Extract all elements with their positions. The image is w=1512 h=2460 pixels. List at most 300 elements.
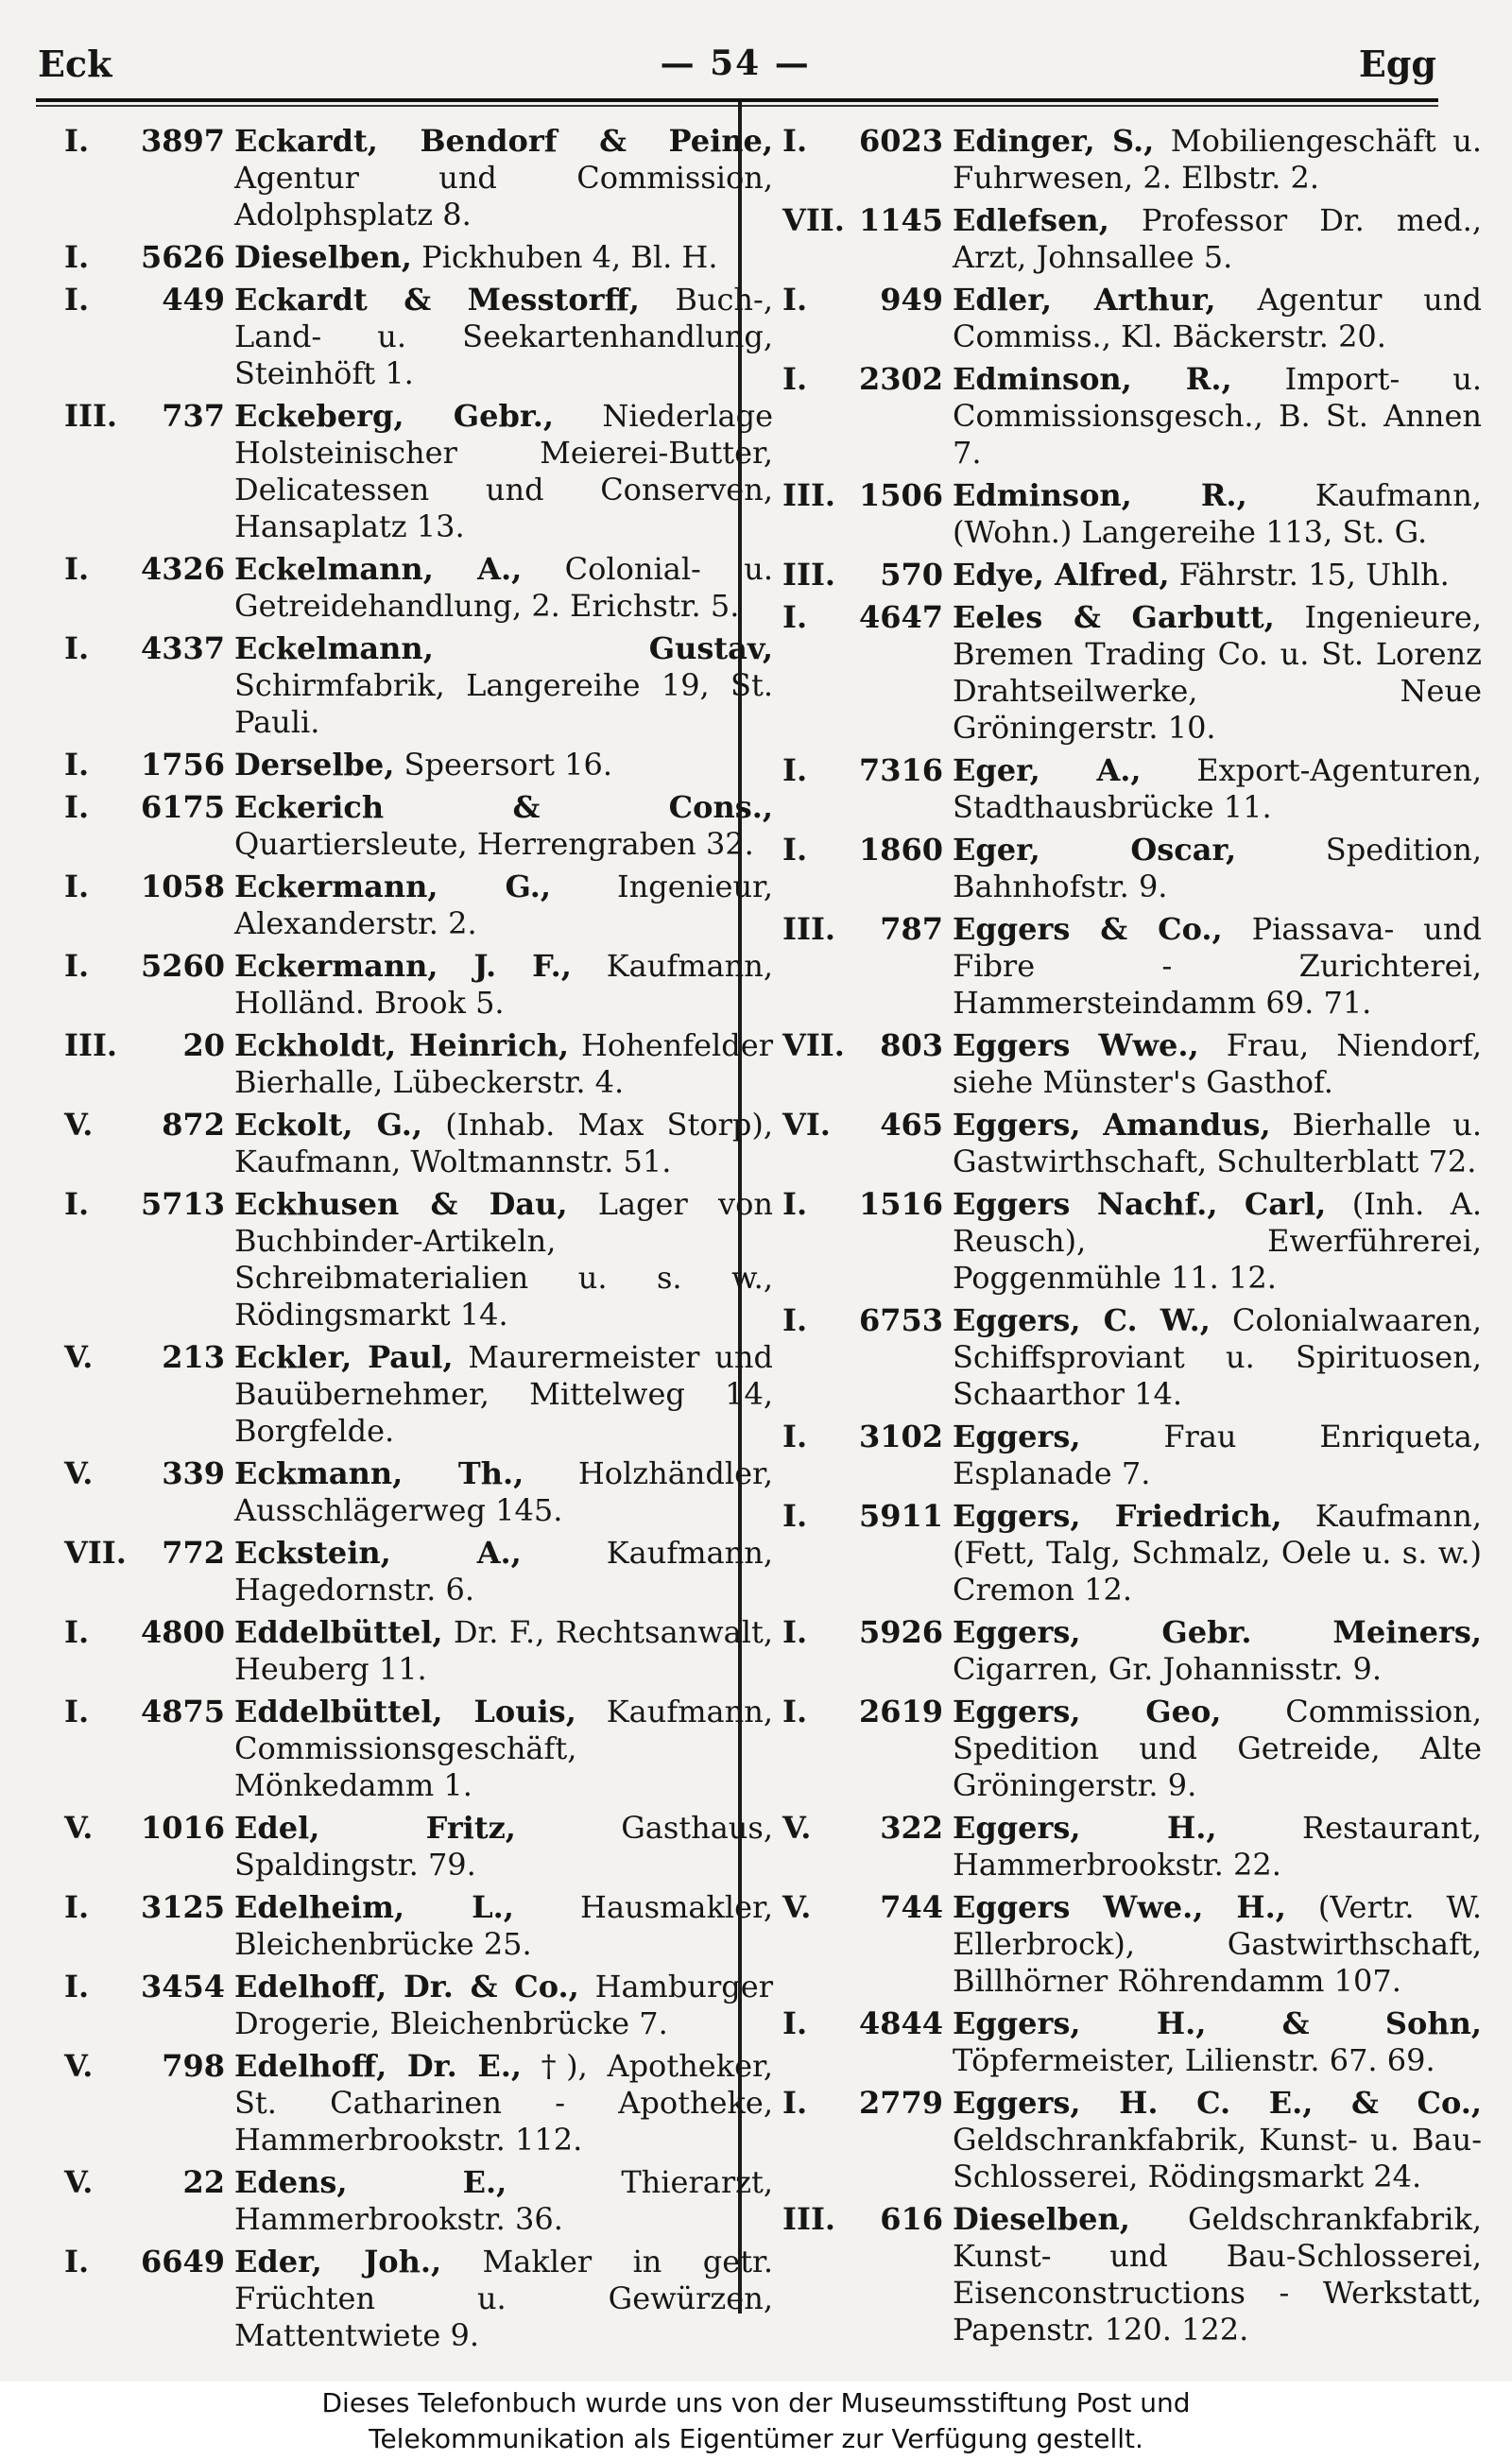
- line-number: 803: [880, 1027, 943, 1063]
- line-number: 1860: [858, 832, 943, 868]
- directory-entry: [64, 1027, 773, 1101]
- subscriber-details: (Inh. A. Reusch), Ewerführerei, Poggenmühle 11. 12.: [953, 1186, 1483, 1296]
- directory-entry: [782, 1810, 1482, 1884]
- entry-text: [234, 1694, 773, 1804]
- directory-entry: [64, 1107, 773, 1180]
- line-number: 6023: [858, 123, 943, 159]
- exchange-district: V.: [64, 1339, 94, 1375]
- line-number: 787: [880, 911, 943, 947]
- entry-text: [953, 1889, 1482, 2000]
- line-number: 6649: [140, 2244, 225, 2279]
- subscriber-name: Eddelbüttel, Louis,: [234, 1694, 576, 1729]
- subscriber-name: Eggers,: [953, 1419, 1081, 1454]
- phone-number: [64, 747, 234, 783]
- phone-number: [64, 1889, 234, 1926]
- exchange-district: V.: [782, 1889, 812, 1925]
- subscriber-name: Eckelmann, A.,: [234, 551, 523, 587]
- subscriber-name: Eckhusen & Dau,: [234, 1186, 568, 1222]
- directory-entry: [64, 398, 773, 545]
- exchange-district: I.: [64, 1694, 90, 1729]
- entry-text: [953, 1027, 1482, 1101]
- line-number: 7316: [858, 752, 943, 788]
- exchange-district: I.: [782, 599, 808, 635]
- subscriber-details: Speersort 16.: [394, 747, 613, 783]
- line-number: 449: [162, 282, 225, 318]
- header-rule-thin: [36, 105, 1438, 107]
- subscriber-details: Kaufmann, (Wohn.) Langereihe 113, St. G.: [953, 477, 1482, 550]
- entry-text: [234, 398, 773, 545]
- subscriber-details: Hamburger Drogerie, Bleichenbrücke 7.: [234, 1969, 773, 2041]
- phone-number: [64, 1535, 234, 1572]
- directory-entry: [64, 789, 773, 863]
- line-number: 4800: [140, 1614, 225, 1650]
- phone-number: [782, 832, 953, 869]
- subscriber-name: Eggers, H. C. E., & Co.,: [953, 2085, 1482, 2121]
- subscriber-details: Lager von Buchbinder-Artikeln, Schreibmaterialien u. s. w., Rödingsmarkt 14.: [234, 1186, 773, 1333]
- subscriber-name: Edinger, S.,: [953, 123, 1155, 159]
- directory-entry: [782, 832, 1482, 905]
- line-number: 6175: [140, 789, 225, 825]
- phone-number: [782, 599, 953, 636]
- footer-line-2: Telekommunikation als Eigentümer zur Verfügung gestellt.: [369, 2423, 1143, 2454]
- exchange-district: V.: [64, 1810, 94, 1846]
- exchange-district: III.: [64, 398, 118, 434]
- subscriber-name: Eger, A.,: [953, 752, 1142, 788]
- entry-text: [234, 2048, 773, 2159]
- line-number: 4326: [140, 551, 225, 587]
- line-number: 570: [880, 557, 943, 593]
- exchange-district: I.: [782, 123, 808, 159]
- phone-number: [782, 557, 953, 593]
- directory-entry: [782, 1498, 1482, 1608]
- directory-entry: [64, 1339, 773, 1450]
- footer-notice: [0, 2382, 1512, 2460]
- left-column: [64, 123, 773, 2360]
- subscriber-details: Holzhändler, Ausschlägerweg 145.: [234, 1455, 773, 1528]
- subscriber-details: Piassava- und Fibre - Zurichterei, Hammersteindamm 69. 71.: [953, 911, 1483, 1021]
- directory-entry: [64, 1810, 773, 1884]
- exchange-district: I.: [64, 630, 90, 666]
- exchange-district: I.: [782, 361, 808, 397]
- line-number: 4844: [858, 2005, 943, 2041]
- subscriber-details: Buch-, Land- u. Seekartenhandlung, Steinhöft 1.: [234, 282, 774, 391]
- line-number: 1145: [858, 202, 943, 238]
- exchange-district: I.: [64, 747, 90, 783]
- exchange-district: V.: [64, 2164, 94, 2200]
- entry-text: [234, 1969, 773, 2042]
- phone-number: [64, 1107, 234, 1144]
- subscriber-name: Edler, Arthur,: [953, 282, 1216, 318]
- entry-text: [953, 202, 1482, 276]
- subscriber-details: Pickhuben 4, Bl. H.: [411, 239, 718, 275]
- line-number: 4875: [140, 1694, 225, 1729]
- entry-text: [234, 1339, 773, 1450]
- subscriber-name: Eger, Oscar,: [953, 832, 1237, 868]
- entry-text: [234, 551, 773, 625]
- exchange-district: I.: [782, 2085, 808, 2121]
- exchange-district: III.: [782, 2201, 836, 2237]
- directory-entry: [782, 752, 1482, 826]
- subscriber-name: Eggers Nachf., Carl,: [953, 1186, 1327, 1222]
- subscriber-name: Edye, Alfred,: [953, 557, 1170, 593]
- directory-entry: [782, 2005, 1482, 2079]
- phone-number: [64, 551, 234, 588]
- subscriber-name: Eeles & Garbutt,: [953, 599, 1275, 635]
- subscriber-details: Kaufmann, Commissionsgeschäft, Mönkedamm 1.: [234, 1694, 773, 1803]
- directory-entry: [782, 2085, 1482, 2195]
- phone-number: [782, 2005, 953, 2042]
- line-number: 3454: [140, 1969, 225, 2004]
- phone-number: [782, 202, 953, 239]
- directory-entry: [782, 202, 1482, 276]
- exchange-district: III.: [782, 477, 836, 513]
- exchange-district: I.: [782, 832, 808, 868]
- exchange-district: I.: [782, 1186, 808, 1222]
- exchange-district: VII.: [782, 202, 845, 238]
- line-number: 2302: [858, 361, 943, 397]
- subscriber-details: Makler in getr. Früchten u. Gewürzen, Mattentwiete 9.: [234, 2244, 774, 2353]
- phone-number: [782, 1419, 953, 1455]
- entry-text: [953, 1498, 1482, 1608]
- subscriber-name: Eggers, Geo,: [953, 1694, 1222, 1729]
- entry-text: [953, 282, 1482, 355]
- exchange-district: V.: [64, 1455, 94, 1491]
- directory-entry: [782, 123, 1482, 197]
- exchange-district: I.: [64, 1186, 90, 1222]
- subscriber-name: Eckolt, G.,: [234, 1107, 423, 1143]
- directory-entry: [64, 1614, 773, 1688]
- entry-text: [953, 911, 1482, 1022]
- entry-text: [953, 557, 1482, 593]
- entry-text: [234, 1107, 773, 1180]
- entry-text: [234, 789, 773, 863]
- subscriber-name: Edminson, R.,: [953, 477, 1247, 513]
- line-number: 2779: [858, 2085, 943, 2121]
- phone-number: [782, 1107, 953, 1144]
- phone-number: [64, 398, 234, 435]
- subscriber-name: Edel, Fritz,: [234, 1810, 516, 1846]
- directory-entry: [64, 1889, 773, 1963]
- phone-number: [64, 789, 234, 826]
- subscriber-name: Eckmann, Th.,: [234, 1455, 524, 1491]
- exchange-district: VI.: [782, 1107, 831, 1143]
- entry-text: [953, 752, 1482, 826]
- subscriber-name: Edlefsen,: [953, 202, 1109, 238]
- directory-entry: [64, 1694, 773, 1804]
- subscriber-details: Hohenfelder Bierhalle, Lübeckerstr. 4.: [234, 1027, 773, 1100]
- line-number: 5626: [140, 239, 225, 275]
- subscriber-details: Schirmfabrik, Langereihe 19, St. Pauli.: [234, 667, 773, 740]
- directory-entry: [64, 2048, 773, 2159]
- subscriber-details: Professor Dr. med., Arzt, Johnsallee 5.: [953, 202, 1482, 275]
- line-number: 5260: [140, 948, 225, 984]
- exchange-district: I.: [64, 551, 90, 587]
- line-number: 949: [880, 282, 943, 318]
- subscriber-name: Dieselben,: [234, 239, 412, 275]
- entry-text: [234, 282, 773, 392]
- phone-number: [782, 282, 953, 318]
- entry-text: [234, 2164, 773, 2238]
- subscriber-name: Eckler, Paul,: [234, 1339, 454, 1375]
- phone-number: [782, 1614, 953, 1651]
- subscriber-details: Geldschrankfabrik, Kunst- u. Bau-Schlosserei, Rödingsmarkt 24.: [953, 2122, 1482, 2194]
- phone-number: [64, 2244, 234, 2280]
- subscriber-details: Cigarren, Gr. Johannisstr. 9.: [953, 1651, 1383, 1687]
- line-number: 465: [880, 1107, 943, 1143]
- directory-entry: [782, 282, 1482, 355]
- exchange-district: VII.: [782, 1027, 845, 1063]
- directory-entry: [64, 123, 773, 233]
- line-number: 4337: [140, 630, 225, 666]
- directory-entry: [782, 911, 1482, 1022]
- subscriber-name: Eckstein, A.,: [234, 1535, 522, 1571]
- right-column: [782, 123, 1482, 2354]
- phone-number: [64, 239, 234, 276]
- directory-entry: [782, 599, 1482, 747]
- exchange-district: I.: [64, 239, 90, 275]
- subscriber-details: Hausmakler, Bleichenbrücke 25.: [234, 1889, 774, 1962]
- subscriber-name: Eckerich & Cons.,: [234, 789, 773, 825]
- exchange-district: I.: [64, 1889, 90, 1925]
- subscriber-name: Derselbe,: [234, 747, 395, 783]
- subscriber-name: Eckermann, G.,: [234, 869, 551, 904]
- subscriber-details: Restaurant, Hammerbrookstr. 22.: [953, 1810, 1483, 1883]
- subscriber-details: Fährstr. 15, Uhlh.: [1169, 557, 1450, 593]
- directory-entry: [64, 551, 773, 625]
- directory-entry: [64, 630, 773, 741]
- directory-entry: [782, 1302, 1482, 1413]
- subscriber-details: Colonialwaaren, Schiffsproviant u. Spirituosen, Schaarthor 14.: [953, 1302, 1483, 1412]
- entry-text: [234, 630, 773, 741]
- entry-text: [234, 1614, 773, 1688]
- subscriber-details: Kaufmann, Hagedornstr. 6.: [234, 1535, 773, 1608]
- line-number: 1506: [858, 477, 943, 513]
- entry-text: [234, 1455, 773, 1529]
- directory-entry: [782, 2201, 1482, 2348]
- line-number: 22: [182, 2164, 225, 2200]
- directory-entry: [64, 239, 773, 276]
- subscriber-details: Ingenieure, Bremen Trading Co. u. St. Lorenz Drahtseilwerke, Neue Gröningerstr. 10.: [953, 599, 1482, 746]
- entry-text: [953, 832, 1482, 905]
- line-number: 1058: [140, 869, 225, 904]
- exchange-district: I.: [64, 123, 90, 159]
- directory-entry: [782, 361, 1482, 472]
- subscriber-details: (Vertr. W. Ellerbrock), Gastwirthschaft, Billhörner Röhrendamm 107.: [953, 1889, 1482, 1999]
- subscriber-details: Quartiersleute, Herrengraben 32.: [234, 826, 754, 862]
- subscriber-name: Eckeberg, Gebr.,: [234, 398, 555, 434]
- phone-number: [782, 1302, 953, 1339]
- subscriber-details: Geldschrankfabrik, Kunst- und Bau-Schlosserei, Eisenconstructions - Werkstatt, Papenstr. 120. 122.: [953, 2201, 1482, 2348]
- exchange-district: I.: [64, 1614, 90, 1650]
- exchange-district: I.: [782, 1419, 808, 1454]
- entry-text: [234, 869, 773, 942]
- subscriber-name: Eder, Joh.,: [234, 2244, 442, 2279]
- phone-number: [782, 2201, 953, 2238]
- line-number: 5713: [140, 1186, 225, 1222]
- line-number: 616: [880, 2201, 943, 2237]
- directory-entry: [782, 1186, 1482, 1297]
- directory-entry: [64, 1969, 773, 2042]
- subscriber-details: Dr. F., Rechtsanwalt, Heuberg 11.: [234, 1614, 773, 1687]
- subscriber-name: Eggers, H.,: [953, 1810, 1217, 1846]
- phone-number: [782, 1889, 953, 1926]
- directory-entry: [64, 1455, 773, 1529]
- exchange-district: I.: [782, 282, 808, 318]
- subscriber-name: Eggers & Co.,: [953, 911, 1223, 947]
- phone-number: [64, 282, 234, 318]
- subscriber-details: Mobiliengeschäft u. Fuhrwesen, 2. Elbstr. 2.: [953, 123, 1483, 196]
- directory-entry: [64, 282, 773, 392]
- exchange-district: III.: [64, 1027, 118, 1063]
- subscriber-name: Eggers, H., & Sohn,: [953, 2005, 1482, 2041]
- exchange-district: III.: [782, 557, 836, 593]
- subscriber-details: Frau, Niendorf, siehe Münster's Gasthof.: [953, 1027, 1482, 1100]
- subscriber-name: Eckelmann, Gustav,: [234, 630, 773, 666]
- line-number: 1016: [140, 1810, 225, 1846]
- phone-number: [64, 1614, 234, 1651]
- directory-entry: [782, 1694, 1482, 1804]
- exchange-district: I.: [64, 869, 90, 904]
- entry-text: [953, 1419, 1482, 1492]
- phone-number: [64, 1027, 234, 1064]
- phone-number: [64, 2048, 234, 2085]
- entry-text: [953, 2005, 1482, 2079]
- line-number: 213: [162, 1339, 225, 1375]
- directory-entry: [64, 948, 773, 1022]
- header-rule: [36, 98, 1438, 102]
- subscriber-details: Kaufmann, Holländ. Brook 5.: [234, 948, 774, 1021]
- subscriber-details: Kaufmann, (Fett, Talg, Schmalz, Oele u. s. w.) Cremon 12.: [953, 1498, 1483, 1608]
- subscriber-details: Thierarzt, Hammerbrookstr. 36.: [234, 2164, 773, 2237]
- subscriber-name: Eckholdt, Heinrich,: [234, 1027, 569, 1063]
- header-range-end: Egg: [1358, 42, 1436, 85]
- line-number: 3102: [858, 1419, 943, 1454]
- entry-text: [953, 477, 1482, 551]
- exchange-district: VII.: [64, 1535, 127, 1571]
- line-number: 5926: [858, 1614, 943, 1650]
- phone-number: [782, 1027, 953, 1064]
- phone-number: [64, 1969, 234, 2005]
- phone-number: [782, 911, 953, 948]
- phone-number: [782, 123, 953, 160]
- exchange-district: I.: [782, 2005, 808, 2041]
- line-number: 322: [880, 1810, 943, 1846]
- header-range-start: Eck: [38, 42, 112, 85]
- entry-text: [953, 1107, 1482, 1180]
- page-number: — 54 —: [660, 43, 811, 83]
- exchange-district: I.: [64, 282, 90, 318]
- subscriber-details: Agentur und Commission, Adolphsplatz 8.: [234, 160, 773, 232]
- phone-number: [64, 123, 234, 160]
- phone-number: [64, 2164, 234, 2201]
- phone-number: [64, 869, 234, 905]
- line-number: 772: [162, 1535, 225, 1571]
- directory-entry: [782, 1107, 1482, 1180]
- subscriber-details: Agentur und Commiss., Kl. Bäckerstr. 20.: [953, 282, 1483, 354]
- entry-text: [953, 361, 1482, 472]
- line-number: 744: [880, 1889, 943, 1925]
- line-number: 339: [162, 1455, 225, 1491]
- exchange-district: I.: [64, 1969, 90, 2004]
- directory-entry: [782, 1889, 1482, 2000]
- entry-text: [234, 747, 773, 783]
- exchange-district: I.: [64, 948, 90, 984]
- subscriber-details: Commission, Spedition und Getreide, Alte Gröningerstr. 9.: [953, 1694, 1483, 1803]
- subscriber-details: Gasthaus, Spaldingstr. 79.: [234, 1810, 773, 1883]
- entry-text: [234, 123, 773, 233]
- subscriber-details: Export-Agenturen, Stadthausbrücke 11.: [953, 752, 1482, 825]
- subscriber-details: Frau Enriqueta, Esplanade 7.: [953, 1419, 1482, 1491]
- line-number: 1516: [858, 1186, 943, 1222]
- entry-text: [953, 1694, 1482, 1804]
- line-number: 2619: [858, 1694, 943, 1729]
- phone-number: [782, 477, 953, 514]
- phone-number: [64, 630, 234, 667]
- subscriber-name: Eckermann, J. F.,: [234, 948, 572, 984]
- exchange-district: I.: [782, 1302, 808, 1338]
- exchange-district: I.: [782, 752, 808, 788]
- entry-text: [234, 1027, 773, 1101]
- exchange-district: V.: [64, 1107, 94, 1143]
- directory-entry: [64, 869, 773, 942]
- entry-text: [953, 123, 1482, 197]
- directory-entry: [782, 1027, 1482, 1101]
- entry-text: [953, 1614, 1482, 1688]
- directory-entry: [64, 1186, 773, 1333]
- subscriber-details: †), Apotheker, St. Catharinen - Apotheke, Hammerbrookstr. 112.: [234, 2048, 774, 2158]
- phone-number: [64, 948, 234, 985]
- entry-text: [953, 599, 1482, 747]
- exchange-district: I.: [64, 2244, 90, 2279]
- phone-number: [64, 1455, 234, 1492]
- directory-entry: [782, 477, 1482, 551]
- exchange-district: V.: [64, 2048, 94, 2084]
- subscriber-details: Import- u. Commissionsgesch., B. St. Annen 7.: [953, 361, 1482, 471]
- phone-number: [782, 1498, 953, 1535]
- footer-line-1: Dieses Telefonbuch wurde uns von der Museumsstiftung Post und: [321, 2387, 1191, 2418]
- subscriber-name: Eggers Wwe., H.,: [953, 1889, 1286, 1925]
- exchange-district: I.: [782, 1498, 808, 1534]
- subscriber-name: Eckardt & Messtorff,: [234, 282, 640, 318]
- subscriber-name: Edelhoff, Dr. E.,: [234, 2048, 523, 2084]
- directory-entry: [782, 1419, 1482, 1492]
- subscriber-details: Töpfermeister, Lilienstr. 67. 69.: [953, 2042, 1435, 2078]
- entry-text: [234, 239, 773, 276]
- entry-text: [953, 2085, 1482, 2195]
- subscriber-name: Edens, E.,: [234, 2164, 507, 2200]
- entry-text: [234, 1186, 773, 1333]
- entry-text: [953, 1302, 1482, 1413]
- phone-number: [782, 752, 953, 789]
- line-number: 3897: [140, 123, 225, 159]
- subscriber-name: Eggers, Friedrich,: [953, 1498, 1282, 1534]
- exchange-district: I.: [782, 1614, 808, 1650]
- entry-text: [234, 1810, 773, 1884]
- subscriber-name: Eggers, C. W.,: [953, 1302, 1211, 1338]
- directory-entry: [64, 747, 773, 783]
- directory-entry: [64, 1535, 773, 1608]
- subscriber-details: Colonial- u. Getreidehandlung, 2. Erichstr. 5.: [234, 551, 774, 624]
- entry-text: [953, 1810, 1482, 1884]
- subscriber-name: Eckardt, Bendorf & Peine,: [234, 123, 773, 159]
- line-number: 798: [162, 2048, 225, 2084]
- subscriber-details: Bierhalle u. Gastwirthschaft, Schulterblatt 72.: [953, 1107, 1483, 1179]
- phone-number: [782, 1810, 953, 1847]
- directory-entry: [782, 557, 1482, 593]
- directory-entry: [782, 1614, 1482, 1688]
- subscriber-details: Niederlage Holsteinischer Meierei-Butter, Delicatessen und Conserven, Hansaplatz 13.: [234, 398, 773, 544]
- entry-text: [234, 1535, 773, 1608]
